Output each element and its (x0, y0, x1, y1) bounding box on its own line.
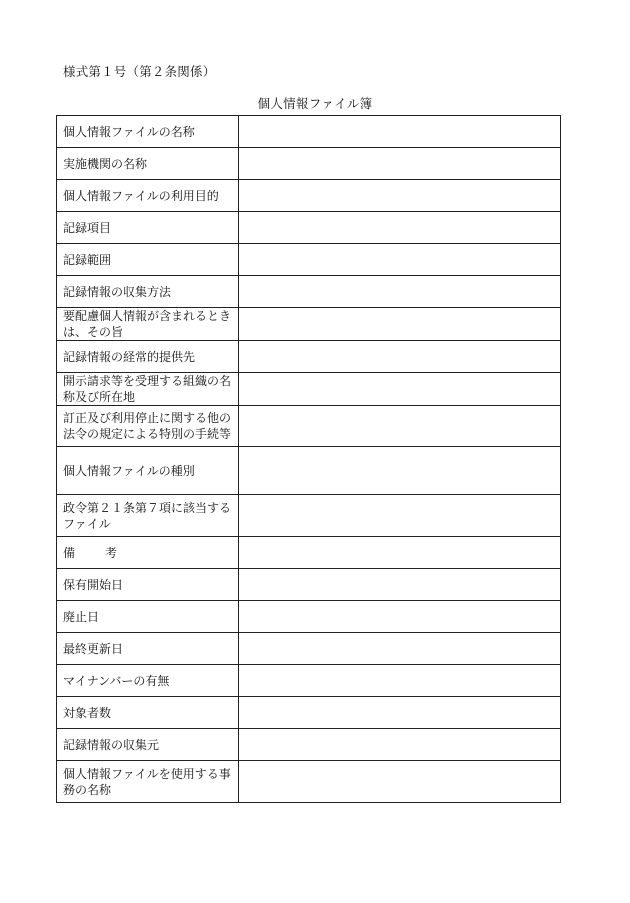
row-label-ordinance-21-7: 政令第２１条第７項に該当するファイル (57, 495, 239, 537)
row-value-sensitive-info[interactable] (239, 308, 561, 341)
row-value-record-items[interactable] (239, 212, 561, 244)
row-label-collection-source: 記録情報の収集元 (57, 729, 239, 761)
table-row (57, 406, 561, 447)
table-row (57, 495, 561, 537)
row-value-abolition-date[interactable] (239, 601, 561, 633)
row-label-agency-name: 実施機関の名称 (57, 148, 239, 180)
table-row (57, 341, 561, 373)
table-row (57, 601, 561, 633)
row-value-file-name[interactable] (239, 116, 561, 148)
row-value-special-procedures[interactable] (239, 406, 561, 447)
row-label-sensitive-info: 要配慮個人情報が含まれるときは、その旨 (57, 308, 239, 341)
remarks-label-char-2: 考 (105, 545, 118, 560)
row-label-file-name: 個人情報ファイルの名称 (57, 116, 239, 148)
document-title: 個人情報ファイル簿 (257, 96, 373, 111)
table-row (57, 308, 561, 341)
row-label-my-number: マイナンバーの有無 (57, 665, 239, 697)
table-row (57, 447, 561, 495)
table-row (57, 537, 561, 569)
row-value-regular-recipients[interactable] (239, 341, 561, 373)
row-label-retention-start-date: 保有開始日 (57, 569, 239, 601)
row-value-agency-name[interactable] (239, 148, 561, 180)
table-row (57, 569, 561, 601)
row-label-business-name: 個人情報ファイルを使用する事務の名称 (57, 761, 239, 803)
row-label-abolition-date: 廃止日 (57, 601, 239, 633)
row-value-my-number[interactable] (239, 665, 561, 697)
table-row (57, 116, 561, 148)
table-row (57, 244, 561, 276)
table-row (57, 212, 561, 244)
row-label-file-type: 個人情報ファイルの種別 (57, 447, 239, 495)
table-row (57, 148, 561, 180)
row-label-remarks (57, 537, 239, 569)
row-label-record-items: 記録項目 (57, 212, 239, 244)
form-number: 様式第１号（第２条関係） (63, 64, 216, 79)
row-value-record-scope[interactable] (239, 244, 561, 276)
row-value-purpose[interactable] (239, 180, 561, 212)
row-value-subject-count[interactable] (239, 697, 561, 729)
table-row (57, 665, 561, 697)
row-label-collection-method: 記録情報の収集方法 (57, 276, 239, 308)
row-label-last-updated-date: 最終更新日 (57, 633, 239, 665)
table-row (57, 180, 561, 212)
row-value-ordinance-21-7[interactable] (239, 495, 561, 537)
row-value-business-name[interactable] (239, 761, 561, 803)
table-row (57, 761, 561, 803)
row-label-disclosure-office: 開示請求等を受理する組織の名称及び所在地 (57, 373, 239, 406)
personal-info-file-register-table (56, 115, 561, 803)
table-row (57, 633, 561, 665)
table-row (57, 276, 561, 308)
row-label-purpose: 個人情報ファイルの利用目的 (57, 180, 239, 212)
table-row (57, 697, 561, 729)
row-label-regular-recipients: 記録情報の経常的提供先 (57, 341, 239, 373)
row-value-file-type[interactable] (239, 447, 561, 495)
table-row (57, 729, 561, 761)
row-label-record-scope: 記録範囲 (57, 244, 239, 276)
table-row (57, 373, 561, 406)
row-value-disclosure-office[interactable] (239, 373, 561, 406)
row-value-retention-start-date[interactable] (239, 569, 561, 601)
row-label-subject-count: 対象者数 (57, 697, 239, 729)
row-value-last-updated-date[interactable] (239, 633, 561, 665)
row-label-special-procedures: 訂正及び利用停止に関する他の法令の規定による特別の手続等 (57, 406, 239, 447)
row-value-collection-source[interactable] (239, 729, 561, 761)
row-value-remarks[interactable] (239, 537, 561, 569)
remarks-label-char-1: 備 (63, 545, 76, 560)
row-value-collection-method[interactable] (239, 276, 561, 308)
